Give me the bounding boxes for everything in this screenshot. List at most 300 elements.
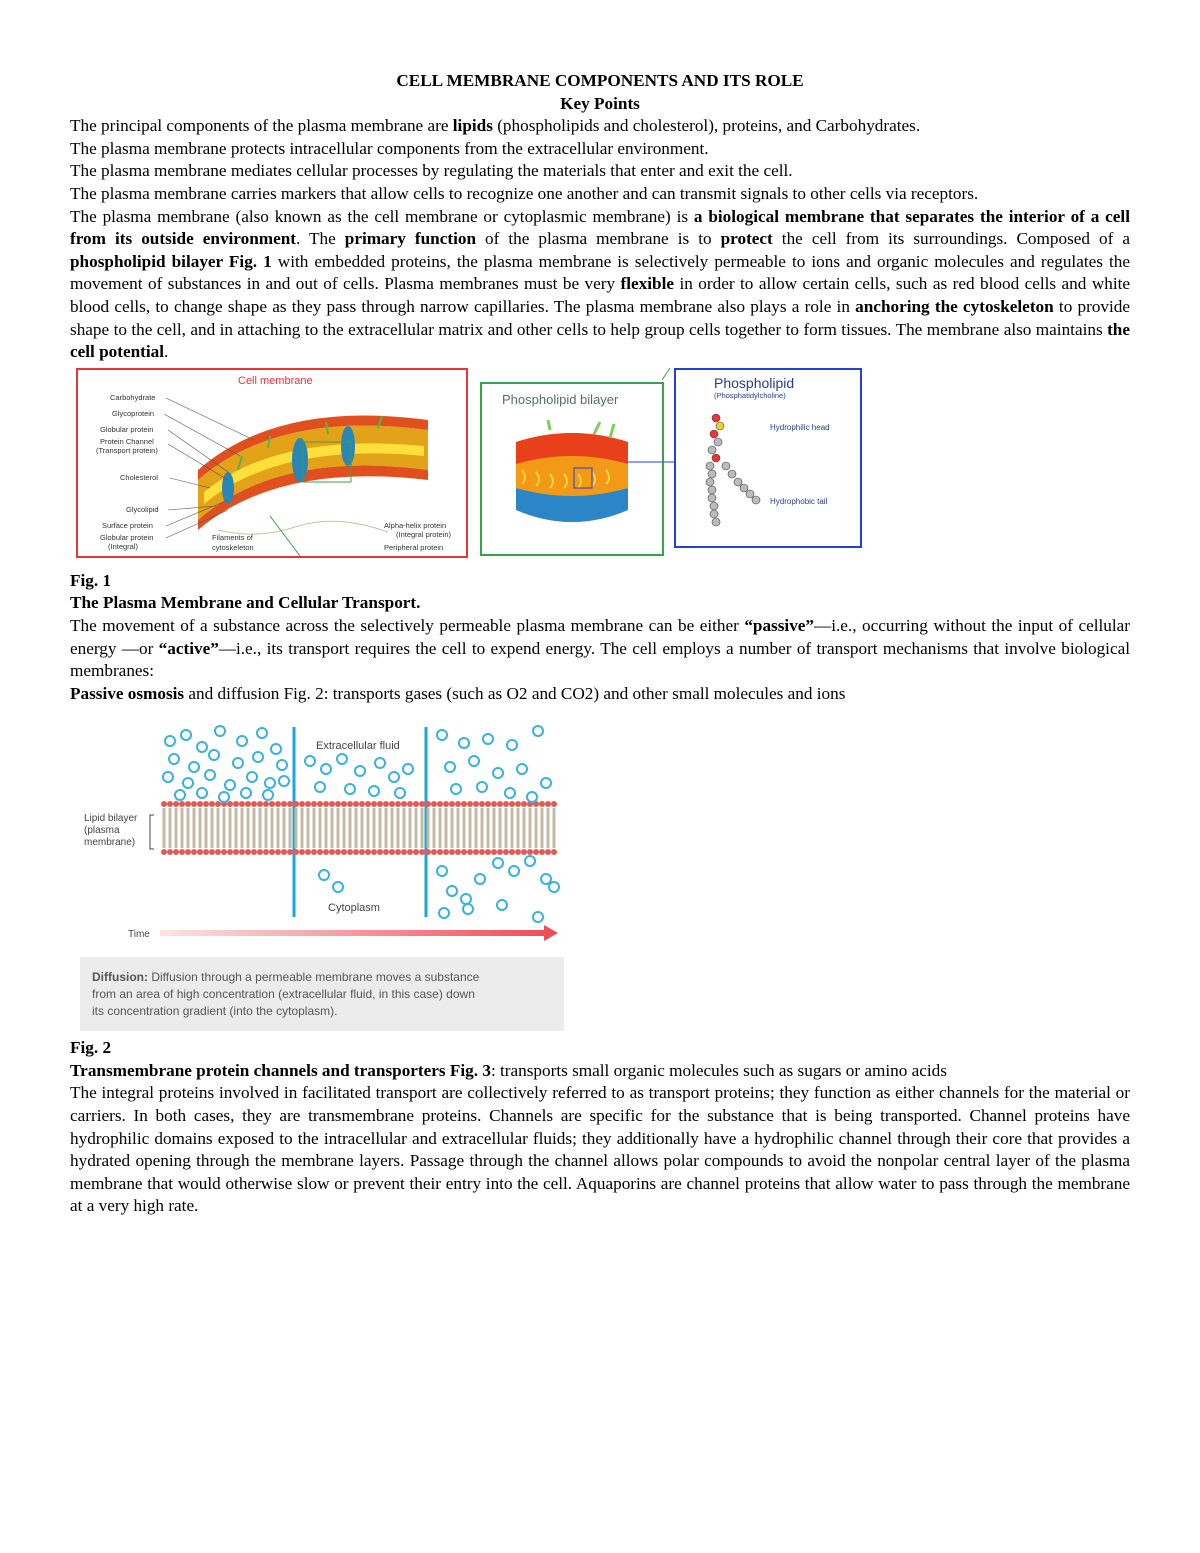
lipid-tail (223, 808, 226, 848)
lipid-head (491, 849, 497, 855)
lipid-head (323, 801, 329, 807)
key-point-3: The plasma membrane mediates cellular processes by regulating the materials that enter and exit the cell. (70, 161, 793, 181)
solute-molecule (403, 764, 413, 774)
solute-molecule (321, 764, 331, 774)
lipid-head (509, 801, 515, 807)
solute-molecule (437, 866, 447, 876)
solute-molecule (263, 790, 273, 800)
phospholipid-title: Phospholipid (714, 374, 795, 391)
lipid-head (353, 801, 359, 807)
solute-molecule (451, 784, 461, 794)
solute-molecule (183, 778, 193, 788)
solute-molecule (493, 768, 503, 778)
lipid-head (449, 801, 455, 807)
lipid-head (479, 849, 485, 855)
lipid-tail (217, 808, 220, 848)
lipid-tail (343, 808, 346, 848)
svg-text:membrane): membrane) (84, 837, 136, 849)
solute-molecule (389, 772, 399, 782)
lipid-tail (337, 808, 340, 848)
lipid-head (485, 801, 491, 807)
lipid-head (173, 849, 179, 855)
svg-text:(Transport protein): (Transport protein) (96, 445, 158, 455)
solute-molecule (369, 786, 379, 796)
extracellular-label: Extracellular fluid (316, 740, 400, 753)
solute-molecule (437, 730, 447, 740)
solute-molecule (477, 782, 487, 792)
document-title: CELL MEMBRANE COMPONENTS AND ITS ROLE (396, 71, 804, 90)
lipid-tail (409, 808, 412, 848)
solute-molecule (257, 728, 267, 738)
lipid-head (179, 849, 185, 855)
lipid-tail (373, 808, 376, 848)
lipid-head (359, 801, 365, 807)
solute-molecule (315, 782, 325, 792)
lipid-head (329, 801, 335, 807)
lipid-tail (451, 808, 454, 848)
lipid-tail (439, 808, 442, 848)
time-label: Time (128, 929, 150, 941)
solute-molecule (475, 874, 485, 884)
lipid-head (299, 801, 305, 807)
solute-molecule (189, 762, 199, 772)
phospholipid-panel (674, 368, 862, 548)
svg-text:Carbohydrate: Carbohydrate (110, 392, 156, 402)
lipid-head (197, 801, 203, 807)
diffusion-diagram (70, 711, 570, 1041)
lipid-head (395, 849, 401, 855)
svg-text:Globular protein: Globular protein (100, 532, 154, 542)
lipid-tail (487, 808, 490, 848)
transport-paragraph: The movement of a substance across the selectively permeable plasma membrane can be either “passive”—i.e., occurring without the input of cellular energy —or “active”—i.e., its transport requires the cell to expend energy. The cell employs a number of transport mechanisms that involve biological membranes: (70, 615, 1130, 681)
lipid-head (299, 849, 305, 855)
passive-osmosis-line: Passive osmosis and diffusion Fig. 2: transports gases (such as O2 and CO2) and other small molecules and ions (70, 683, 846, 703)
phospholipid-bilayer-panel (480, 382, 664, 556)
lipid-head (317, 801, 323, 807)
lipid-tail (385, 808, 388, 848)
channels-line: Transmembrane protein channels and transporters Fig. 3: transports small organic molecules such as sugars or amino acids (70, 1060, 947, 1080)
solute-molecule (337, 754, 347, 764)
figure-1-caption: Fig. 1 (70, 570, 112, 590)
lipid-head (449, 849, 455, 855)
lipid-tail (391, 808, 394, 848)
transport-heading: The Plasma Membrane and Cellular Transport. (70, 593, 421, 613)
lipid-tail (529, 808, 532, 848)
solute-molecule (345, 784, 355, 794)
lipid-tail (523, 808, 526, 848)
lipid-head (503, 801, 509, 807)
lipid-tail (457, 808, 460, 848)
lipid-head (269, 801, 275, 807)
lipid-tail (181, 808, 184, 848)
solute-molecule (253, 752, 263, 762)
solute-molecule (395, 788, 405, 798)
solute-molecule (483, 734, 493, 744)
solute-molecule (469, 756, 479, 766)
lipid-head (341, 801, 347, 807)
svg-text:(Integral): (Integral) (108, 541, 139, 551)
lipid-head (203, 801, 209, 807)
lipid-tail (301, 808, 304, 848)
lipid-tail (517, 808, 520, 848)
lipid-head (401, 801, 407, 807)
solute-molecule (279, 776, 289, 786)
lipid-tail (199, 808, 202, 848)
lipid-head (533, 849, 539, 855)
lipid-head (245, 801, 251, 807)
solute-molecule (175, 790, 185, 800)
lipid-head (539, 849, 545, 855)
lipid-head (497, 849, 503, 855)
lipid-head (407, 801, 413, 807)
lipid-head (377, 849, 383, 855)
lipid-head (425, 801, 431, 807)
lipid-head (293, 849, 299, 855)
lipid-tail (265, 808, 268, 848)
lipid-head (359, 849, 365, 855)
solute-molecule (247, 772, 257, 782)
solute-molecule (271, 744, 281, 754)
solute-molecule (205, 770, 215, 780)
lipid-head (437, 849, 443, 855)
key-point-1: The principal components of the plasma membrane are lipids (phospholipids and cholesterol), proteins, and Carbohydrates. (70, 116, 921, 136)
solute-molecule (181, 730, 191, 740)
solute-molecule (333, 882, 343, 892)
solute-molecule (463, 904, 473, 914)
svg-text:Filaments of: Filaments of (212, 532, 253, 542)
lipid-tail (277, 808, 280, 848)
solute-molecule (509, 866, 519, 876)
solute-molecule (241, 788, 251, 798)
lipid-head (275, 801, 281, 807)
lipid-head (179, 801, 185, 807)
lipid-head (515, 849, 521, 855)
solute-molecule (445, 762, 455, 772)
figure-1 (70, 366, 1130, 572)
lipid-head (473, 849, 479, 855)
lipid-tail (511, 808, 514, 848)
svg-text:its concentration gradient (in: its concentration gradient (into the cytoplasm). (92, 1004, 338, 1019)
lipid-tail (163, 808, 166, 848)
lipid-head (209, 849, 215, 855)
solute-molecule (447, 886, 457, 896)
lipid-tail (271, 808, 274, 848)
lipid-head (197, 849, 203, 855)
lipid-tail (175, 808, 178, 848)
lipid-tail (469, 808, 472, 848)
lipid-head (281, 801, 287, 807)
hydrophilic-head-label: Hydrophilic head (770, 422, 830, 432)
solute-molecule (319, 870, 329, 880)
solute-molecule (375, 758, 385, 768)
lipid-head (233, 849, 239, 855)
svg-text:Surface protein: Surface protein (102, 520, 153, 530)
lipid-head (437, 801, 443, 807)
lipid-tail (481, 808, 484, 848)
lipid-head (377, 801, 383, 807)
solute-molecule (533, 912, 543, 922)
lipid-tail (535, 808, 538, 848)
svg-text:Alpha-helix protein: Alpha-helix protein (384, 520, 447, 530)
key-point-2: The plasma membrane protects intracellular components from the extracellular environment. (70, 138, 709, 158)
lipid-head (491, 801, 497, 807)
solute-molecule (541, 874, 551, 884)
lipid-tail (313, 808, 316, 848)
svg-text:Glycoprotein: Glycoprotein (112, 408, 155, 418)
lipid-head (395, 801, 401, 807)
lipid-head (539, 801, 545, 807)
lipid-head (503, 849, 509, 855)
solute-molecule (527, 792, 537, 802)
lipid-head (521, 801, 527, 807)
lipid-head (257, 801, 263, 807)
solute-molecule (461, 894, 471, 904)
lipid-head (233, 801, 239, 807)
solute-molecule (497, 900, 507, 910)
svg-text:Glycolipid: Glycolipid (126, 504, 159, 514)
lipid-head (515, 801, 521, 807)
solute-molecule (541, 778, 551, 788)
lipid-head (215, 849, 221, 855)
lipid-tail (205, 808, 208, 848)
lipid-head (335, 801, 341, 807)
lipid-head (419, 849, 425, 855)
lipid-head (215, 801, 221, 807)
lipid-head (227, 801, 233, 807)
lipid-tail (193, 808, 196, 848)
lipid-tail (349, 808, 352, 848)
key-point-4: The plasma membrane carries markers that allow cells to recognize one another and can transmit signals to other cells via receptors. (70, 183, 979, 203)
solute-molecule (439, 908, 449, 918)
lipid-tail (247, 808, 250, 848)
cell-membrane-title: Cell membrane (238, 374, 313, 387)
lipid-tail (421, 808, 424, 848)
lipid-head (527, 849, 533, 855)
lipid-tail (187, 808, 190, 848)
lipid-head (371, 801, 377, 807)
lipid-head (329, 849, 335, 855)
solute-molecule (197, 788, 207, 798)
lipid-tail (307, 808, 310, 848)
lipid-head (185, 849, 191, 855)
lipid-head (275, 849, 281, 855)
intro-paragraph: The plasma membrane (also known as the cell membrane or cytoplasmic membrane) is a biological membrane that separates the interior of a cell from its outside environment. The primary function of the plasma membrane is to protect the cell from its surroundings. Composed of a phospholipid bilayer Fig. 1 with embedded proteins, the plasma membrane is selectively permeable to ions and organic molecules and regulates the movement of substances in and out of cells. Plasma membranes must be very flexible in order to allow certain cells, such as red blood cells and white blood cells, to change shape as they pass through narrow capillaries. The plasma membrane also plays a role in anchoring the cytoskeleton to provide shape to the cell, and in attaching to the extracellular matrix and other cells to help group cells together to form tissues. The membrane also maintains the cell potential. (70, 206, 1131, 362)
lipid-tail (169, 808, 172, 848)
lipid-tail (493, 808, 496, 848)
lipid-head (353, 849, 359, 855)
solute-molecule (493, 858, 503, 868)
lipid-tail (355, 808, 358, 848)
lipid-tail (427, 808, 430, 848)
svg-text:Peripheral protein: Peripheral protein (384, 542, 444, 552)
lipid-head (479, 801, 485, 807)
lipid-head (167, 849, 173, 855)
lipid-head (509, 849, 515, 855)
lipid-tail (229, 808, 232, 848)
lipid-head (239, 849, 245, 855)
lipid-head (347, 849, 353, 855)
lipid-head (335, 849, 341, 855)
solute-molecule (517, 764, 527, 774)
lipid-head (317, 849, 323, 855)
lipid-head (455, 801, 461, 807)
solute-molecule (165, 736, 175, 746)
lipid-head (473, 801, 479, 807)
lipid-head (161, 801, 167, 807)
phospholipid-diagram (676, 370, 860, 546)
solute-molecule (219, 792, 229, 802)
lipid-head (191, 801, 197, 807)
lipid-tail (499, 808, 502, 848)
lipid-head (383, 801, 389, 807)
lipid-head (419, 801, 425, 807)
svg-text:from an area of high concentra: from an area of high concentration (extracellular fluid, in this case) down (92, 987, 475, 1002)
solute-molecule (237, 736, 247, 746)
channels-paragraph: The integral proteins involved in facilitated transport are collectively referred to as transport proteins; they function as either channels for the material or carriers. In both cases, they are transmembrane proteins. Channels are specific for the substance that is being transported. Channel proteins have hydrophilic domains exposed to the intracellular and extracellular fluids; they additionally have a hydrophilic channel through their core that provides a hydrated opening through the membrane layers. Passage through the channel allows polar compounds to avoid the nonpolar central layer of the plasma membrane that would otherwise slow or prevent their entry into the cell. Aquaporins are channel proteins that allow water to pass through the membrane at a very high rate. (70, 1083, 1130, 1216)
lipid-head (245, 849, 251, 855)
key-points-heading: Key Points (560, 93, 640, 113)
lipid-tail (433, 808, 436, 848)
solute-molecule (169, 754, 179, 764)
svg-text:cytoskeleton: cytoskeleton (212, 542, 254, 552)
cytoplasm-label: Cytoplasm (328, 902, 380, 915)
solute-molecule (459, 738, 469, 748)
lipid-head (251, 801, 257, 807)
lipid-head (185, 801, 191, 807)
lipid-tail (397, 808, 400, 848)
lipid-head (431, 801, 437, 807)
lipid-head (485, 849, 491, 855)
lipid-head (161, 849, 167, 855)
solute-molecule (265, 778, 275, 788)
lipid-head (251, 849, 257, 855)
solute-molecule (163, 772, 173, 782)
solute-molecule (355, 766, 365, 776)
lipid-head (413, 801, 419, 807)
lipid-head (389, 849, 395, 855)
lipid-head (311, 849, 317, 855)
lipid-tail (445, 808, 448, 848)
lipid-tail (415, 808, 418, 848)
solute-molecule (305, 756, 315, 766)
lipid-tail (463, 808, 466, 848)
lipid-head (269, 849, 275, 855)
lipid-head (311, 801, 317, 807)
lipid-head (443, 849, 449, 855)
lipid-head (497, 801, 503, 807)
lipid-tail (253, 808, 256, 848)
lipid-head (365, 849, 371, 855)
solute-molecule (549, 882, 559, 892)
lipid-head (389, 801, 395, 807)
lipid-head (263, 801, 269, 807)
lipid-head (221, 849, 227, 855)
bilayer-diagram (482, 384, 662, 554)
lipid-tail (379, 808, 382, 848)
solute-molecule (277, 760, 287, 770)
bilayer-title: Phospholipid bilayer (502, 391, 619, 407)
lipid-tail (541, 808, 544, 848)
diffusion-caption: Diffusion: Diffusion through a permeable membrane moves a substance (92, 970, 480, 985)
lipid-head (173, 801, 179, 807)
lipid-head (305, 849, 311, 855)
lipid-head (455, 849, 461, 855)
solute-molecule (507, 740, 517, 750)
lipid-head (431, 849, 437, 855)
solute-molecule (209, 750, 219, 760)
lipid-head (167, 801, 173, 807)
lipid-head (203, 849, 209, 855)
lipid-head (191, 849, 197, 855)
lipid-tail (289, 808, 292, 848)
svg-text:Cholesterol: Cholesterol (120, 472, 158, 482)
solute-molecule (233, 758, 243, 768)
time-arrow (160, 925, 558, 941)
lipid-tail (361, 808, 364, 848)
lipid-tail (283, 808, 286, 848)
svg-text:(Integral protein): (Integral protein) (396, 529, 452, 539)
lipid-head (461, 849, 467, 855)
lipid-head (551, 801, 557, 807)
lipid-head (551, 849, 557, 855)
lipid-head (383, 849, 389, 855)
lipid-head (521, 849, 527, 855)
lipid-head (281, 849, 287, 855)
lipid-head (257, 849, 263, 855)
solute-molecule (225, 780, 235, 790)
lipid-head (347, 801, 353, 807)
solute-molecule (525, 856, 535, 866)
lipid-head (263, 849, 269, 855)
lipid-head (401, 849, 407, 855)
solute-molecule (215, 726, 225, 736)
lipid-tail (319, 808, 322, 848)
lipid-head (467, 849, 473, 855)
lipid-head (365, 801, 371, 807)
svg-text:(plasma: (plasma (84, 825, 120, 837)
lipid-tail (331, 808, 334, 848)
lipid-head (545, 801, 551, 807)
lipid-tail (547, 808, 550, 848)
lipid-head (239, 801, 245, 807)
lipid-head (407, 849, 413, 855)
lipid-tail (235, 808, 238, 848)
lipid-head (227, 849, 233, 855)
lipid-head (293, 801, 299, 807)
lipid-head (461, 801, 467, 807)
lipid-head (413, 849, 419, 855)
lipid-head (209, 801, 215, 807)
lipid-head (443, 801, 449, 807)
solute-molecule (505, 788, 515, 798)
lipid-tail (553, 808, 556, 848)
lipid-head (323, 849, 329, 855)
lipid-head (305, 801, 311, 807)
phospholipid-subtitle: (Phosphatidylcholine) (714, 390, 786, 400)
lipid-tail (325, 808, 328, 848)
lipid-tail (505, 808, 508, 848)
lipid-head (371, 849, 377, 855)
document-page (70, 70, 1130, 1218)
lipid-tail (475, 808, 478, 848)
lipid-tail (403, 808, 406, 848)
hydrophobic-tail-label: Hydrophobic tail (770, 496, 828, 506)
lipid-head (287, 801, 293, 807)
solute-molecule (533, 726, 543, 736)
lipid-tail (259, 808, 262, 848)
figure-2-caption: Fig. 2 (70, 1038, 112, 1058)
svg-text:Lipid bilayer: Lipid bilayer (84, 813, 138, 825)
